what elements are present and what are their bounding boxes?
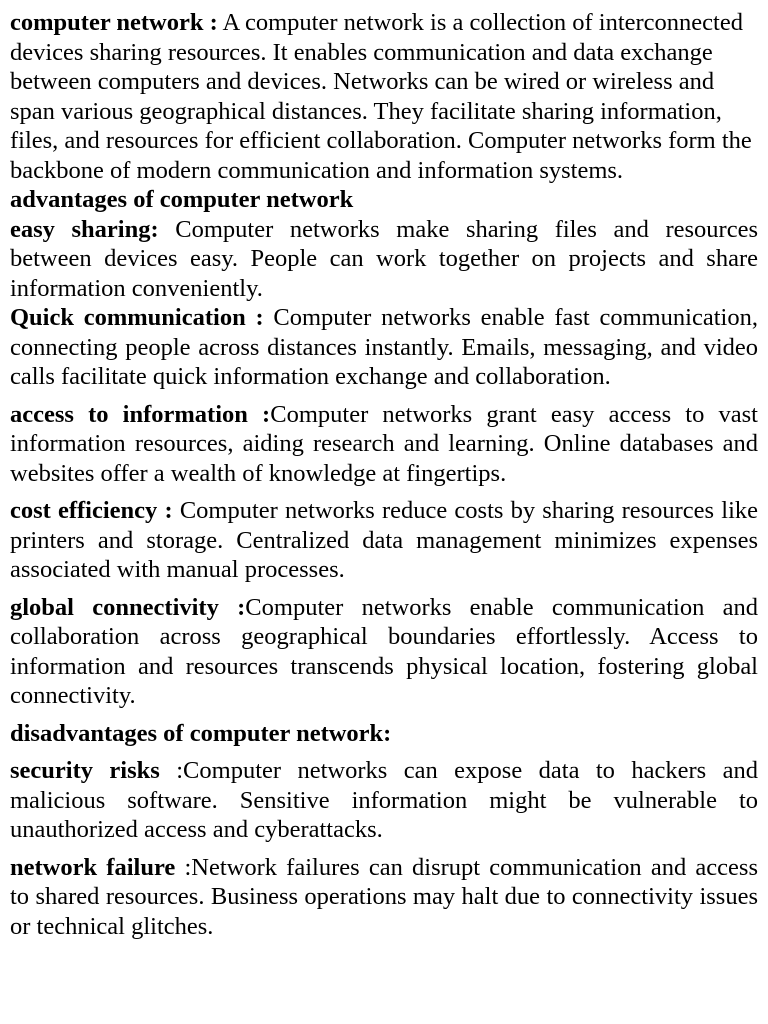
- advantage-text: Computer networks make sharing files and resources between devices easy. People can work together on projects and share information conveniently.: [10, 215, 758, 302]
- advantage-easy-sharing: [10, 215, 758, 304]
- advantage-term: cost efficiency :: [10, 497, 173, 524]
- advantages-heading: advantages of computer network: [10, 186, 354, 213]
- disadvantage-text: :Computer networks can expose data to hackers and malicious software. Sensitive information might be vulnerable to unauthorized access and cyberattacks.: [10, 757, 758, 843]
- disadvantage-term: network failure: [10, 853, 176, 881]
- advantage-cost-efficiency: [10, 496, 758, 585]
- disadvantage-text: :Network failures can disrupt communication and access to shared resources. Business operations may halt due to connectivity issues or technical glitches.: [10, 853, 758, 940]
- advantage-text: Computer networks grant easy access to vast information resources, aiding research and learning. Online databases and websites offer a wealth of knowledge at fingertips.: [10, 400, 758, 487]
- intro-paragraph: [10, 8, 758, 185]
- disadvantage-network-failure: [10, 853, 758, 942]
- advantage-text: Computer networks reduce costs by sharing resources like printers and storage. Centralized data management minimizes expenses associated with manual processes.: [10, 497, 758, 583]
- advantage-quick-communication: [10, 303, 758, 392]
- advantage-global-connectivity: [10, 593, 758, 711]
- intro-text: A computer network is a collection of interconnected devices sharing resources. It enables communication and data exchange between computers and devices. Networks can be wired or wireless and span various geographical distances. They facilitate sharing information, files, and resources for efficient collaboration. Computer networks form the backbone of modern communication and information systems.: [10, 9, 752, 184]
- disadvantage-term: security risks: [10, 757, 160, 784]
- advantage-term: global connectivity :: [10, 593, 246, 621]
- disadvantages-heading: disadvantages of computer network:: [10, 719, 392, 747]
- advantage-text: Computer networks enable fast communication, connecting people across distances instantly. Emails, messaging, and video calls facilitate quick information exchange and collaboration.: [10, 304, 758, 390]
- advantage-term: easy sharing:: [10, 215, 159, 243]
- advantage-text: Computer networks enable communication and collaboration across geographical boundaries effortlessly. Access to information and resources transcends physical location, fostering global connectivity.: [10, 593, 758, 709]
- advantage-term: Quick communication :: [10, 304, 264, 331]
- advantage-access-to-information: [10, 400, 758, 489]
- intro-term: computer network :: [10, 9, 218, 36]
- disadvantage-security-risks: [10, 756, 758, 845]
- advantage-term: access to information :: [10, 400, 271, 428]
